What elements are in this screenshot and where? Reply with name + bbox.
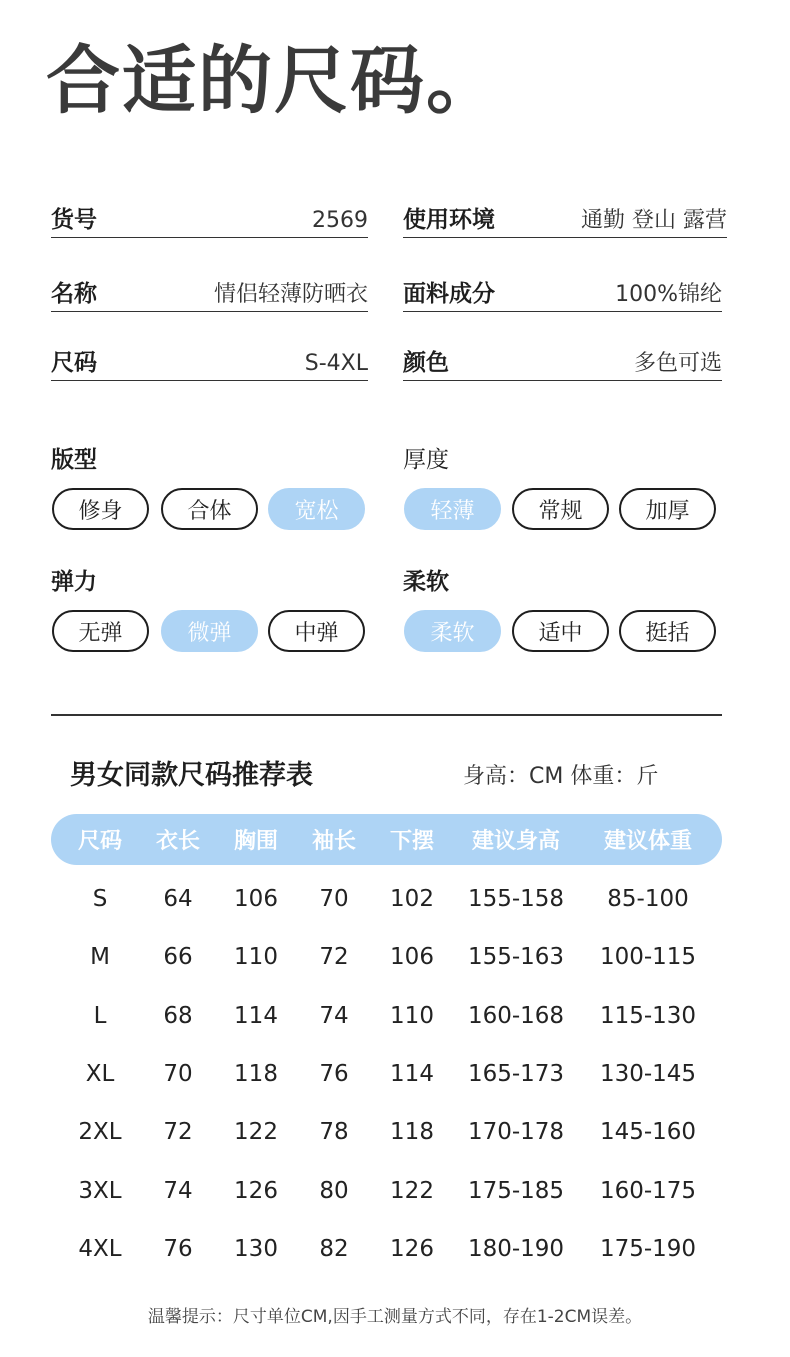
- table-cell: 160-175: [599, 1178, 697, 1204]
- table-cell: 102: [390, 886, 434, 912]
- table-cell: 115-130: [599, 1003, 697, 1029]
- table-cell: 118: [390, 1119, 434, 1145]
- column-header: 袖长: [311, 829, 356, 854]
- column-header: 建议身高: [471, 829, 560, 854]
- table-cell: 66: [163, 944, 193, 970]
- table-cell: 114: [390, 1061, 434, 1087]
- table-cell: 155-163: [467, 944, 565, 970]
- table-cell: 180-190: [467, 1236, 565, 1262]
- size-table-header: [51, 814, 722, 865]
- table-cell: 126: [234, 1178, 278, 1204]
- column-header: 尺码: [77, 829, 122, 854]
- option-thickness-thin: 轻薄: [404, 488, 501, 530]
- table-cell: 114: [234, 1003, 278, 1029]
- table-cell: 78: [319, 1119, 349, 1145]
- spec-key: 尺码: [51, 350, 97, 376]
- table-cell: 2XL: [78, 1119, 122, 1145]
- attr-label-elasticity: 弹力: [51, 569, 97, 595]
- size-table-title: 男女同款尺码推荐表: [70, 760, 313, 791]
- table-cell: 3XL: [78, 1178, 122, 1204]
- table-cell: 110: [234, 944, 278, 970]
- table-cell: 74: [163, 1178, 193, 1204]
- spec-value: 100%锦纶: [615, 282, 722, 307]
- table-cell: 165-173: [467, 1061, 565, 1087]
- spec-value: 情侣轻薄防晒衣: [213, 282, 368, 307]
- section-divider: [51, 714, 722, 716]
- spec-row-name: [51, 272, 368, 312]
- table-cell: 76: [319, 1061, 349, 1087]
- spec-key: 货号: [51, 207, 97, 233]
- spec-key: 使用环境: [403, 207, 495, 233]
- table-cell: M: [90, 944, 110, 970]
- attr-label-softness: 柔软: [403, 569, 449, 595]
- column-header: 建议体重: [603, 829, 692, 854]
- table-cell: 85-100: [607, 886, 689, 912]
- spec-row-size: [51, 341, 368, 381]
- table-cell: 70: [163, 1061, 193, 1087]
- table-cell: L: [93, 1003, 107, 1029]
- option-fit-loose: 宽松: [268, 488, 365, 530]
- table-cell: S: [92, 886, 108, 912]
- table-cell: 126: [390, 1236, 434, 1262]
- option-softness-moderate: 适中: [512, 610, 609, 652]
- option-fit-slim: 修身: [52, 488, 149, 530]
- option-thickness-regular: 常规: [512, 488, 609, 530]
- spec-row-color: [403, 341, 722, 381]
- table-cell: 160-168: [467, 1003, 565, 1029]
- table-cell: 155-158: [467, 886, 565, 912]
- table-cell: 76: [163, 1236, 193, 1262]
- table-cell: 106: [234, 886, 278, 912]
- option-thickness-thick: 加厚: [619, 488, 716, 530]
- table-cell: 106: [390, 944, 434, 970]
- table-cell: 122: [390, 1178, 434, 1204]
- table-cell: 80: [319, 1178, 349, 1204]
- spec-value: 多色可选: [633, 351, 722, 376]
- column-header: 下摆: [389, 829, 434, 854]
- option-elasticity-none: 无弹: [52, 610, 149, 652]
- spec-row-item-number: [51, 198, 368, 238]
- column-header: 衣长: [155, 829, 200, 854]
- table-cell: 118: [234, 1061, 278, 1087]
- attr-label-fit: 版型: [51, 447, 97, 473]
- table-cell: 72: [163, 1119, 193, 1145]
- page-title: 合适的尺码。: [46, 38, 502, 124]
- table-cell: 170-178: [467, 1119, 565, 1145]
- spec-value: 2569: [312, 208, 368, 233]
- table-cell: 130: [234, 1236, 278, 1262]
- table-cell: 175-190: [599, 1236, 697, 1262]
- option-softness-soft: 柔软: [404, 610, 501, 652]
- table-cell: 82: [319, 1236, 349, 1262]
- table-cell: 4XL: [78, 1236, 122, 1262]
- table-cell: 64: [163, 886, 193, 912]
- table-cell: 72: [319, 944, 349, 970]
- column-header: 胸围: [233, 829, 278, 854]
- table-cell: 100-115: [599, 944, 697, 970]
- spec-key: 面料成分: [403, 281, 495, 307]
- table-cell: 122: [234, 1119, 278, 1145]
- option-fit-regular: 合体: [161, 488, 258, 530]
- option-elasticity-medium: 中弹: [268, 610, 365, 652]
- table-cell: 68: [163, 1003, 193, 1029]
- table-cell: XL: [85, 1061, 115, 1087]
- table-cell: 130-145: [599, 1061, 697, 1087]
- attr-label-thickness: 厚度: [403, 447, 449, 473]
- table-cell: 110: [390, 1003, 434, 1029]
- option-softness-stiff: 挺括: [619, 610, 716, 652]
- spec-value: S-4XL: [304, 351, 368, 376]
- table-cell: 74: [319, 1003, 349, 1029]
- spec-key: 名称: [51, 281, 97, 307]
- spec-row-fabric: [403, 272, 722, 312]
- spec-value: 通勤 登山 露营: [581, 208, 727, 233]
- option-elasticity-slight: 微弹: [161, 610, 258, 652]
- table-cell: 70: [319, 886, 349, 912]
- table-cell: 145-160: [599, 1119, 697, 1145]
- size-table-unit-note: 身高：CM 体重：斤: [463, 764, 659, 789]
- spec-row-usage: [403, 198, 727, 238]
- table-cell: 175-185: [467, 1178, 565, 1204]
- footer-note: 温馨提示：尺寸单位CM,因手工测量方式不同，存在1-2CM误差。: [147, 1307, 643, 1327]
- spec-key: 颜色: [403, 350, 449, 376]
